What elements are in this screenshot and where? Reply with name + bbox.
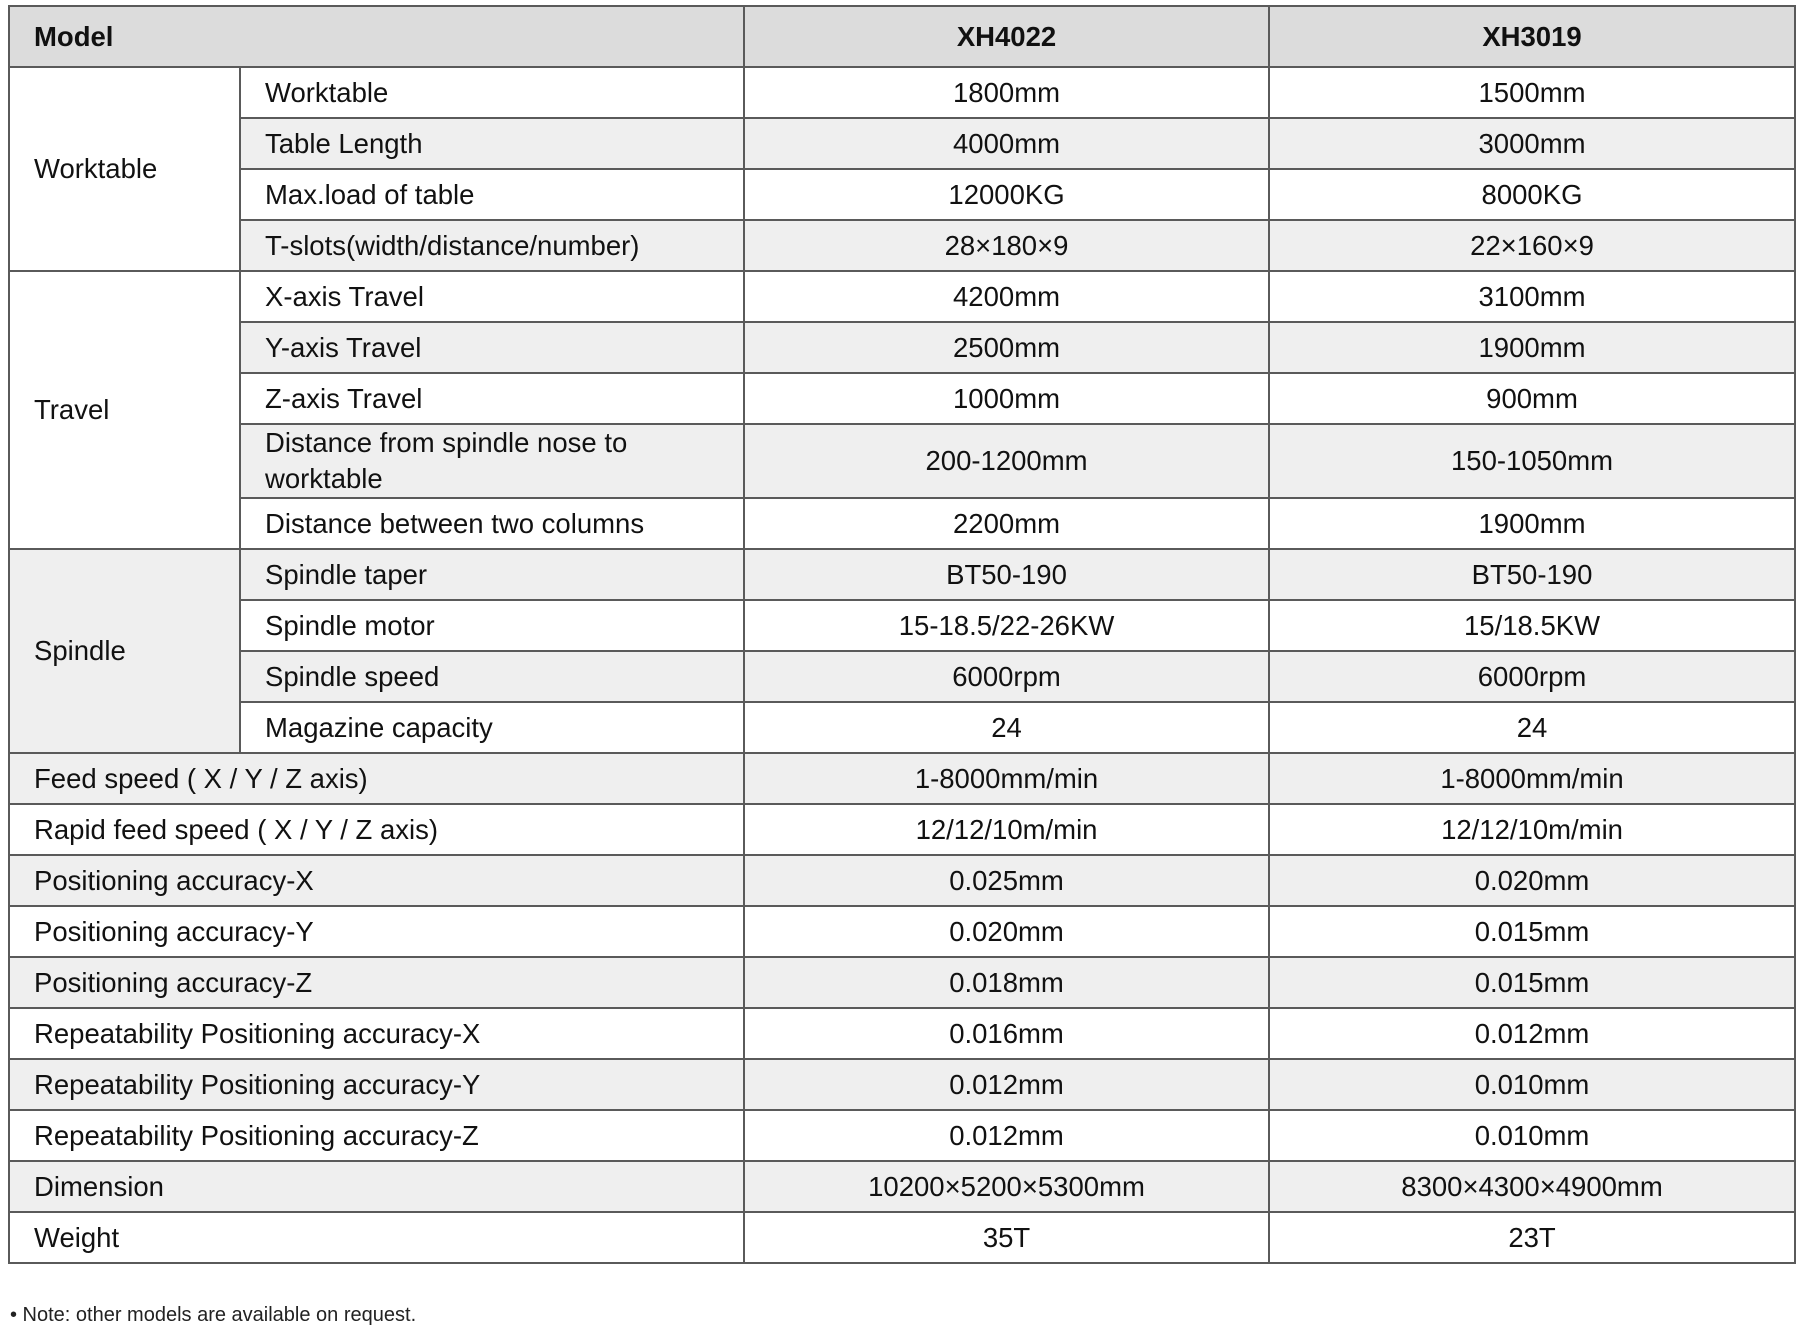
value-cell: 0.010mm (1269, 1110, 1795, 1161)
value-cell: 24 (1269, 702, 1795, 753)
param-label: Repeatability Positioning accuracy-Y (9, 1059, 744, 1110)
table-row (9, 1110, 1795, 1161)
value-cell: 35T (744, 1212, 1269, 1263)
param-label: Distance between two columns (240, 498, 744, 549)
value-cell: 0.016mm (744, 1008, 1269, 1059)
table-row (9, 424, 1795, 498)
table-row (9, 1161, 1795, 1212)
table-row (9, 169, 1795, 220)
param-label: Spindle motor (240, 600, 744, 651)
value-cell: 0.015mm (1269, 906, 1795, 957)
value-cell: 200-1200mm (744, 424, 1269, 498)
table-row (9, 855, 1795, 906)
value-cell: 15-18.5/22-26KW (744, 600, 1269, 651)
value-cell: 0.020mm (1269, 855, 1795, 906)
value-cell: BT50-190 (1269, 549, 1795, 600)
value-cell: 1000mm (744, 373, 1269, 424)
table-row (9, 957, 1795, 1008)
value-cell: 1-8000mm/min (1269, 753, 1795, 804)
value-cell: 1800mm (744, 67, 1269, 118)
value-cell: 23T (1269, 1212, 1795, 1263)
table-row (9, 651, 1795, 702)
param-label: Repeatability Positioning accuracy-X (9, 1008, 744, 1059)
value-cell: 1900mm (1269, 498, 1795, 549)
header-row (9, 6, 1795, 67)
value-cell: 2200mm (744, 498, 1269, 549)
param-label: Dimension (9, 1161, 744, 1212)
param-label: Y-axis Travel (240, 322, 744, 373)
value-cell: 0.012mm (744, 1110, 1269, 1161)
param-label: Worktable (240, 67, 744, 118)
model-column-header: XH4022 (744, 6, 1269, 67)
table-row (9, 549, 1795, 600)
value-cell: 6000rpm (744, 651, 1269, 702)
value-cell: 12/12/10m/min (744, 804, 1269, 855)
value-cell: 1900mm (1269, 322, 1795, 373)
value-cell: 22×160×9 (1269, 220, 1795, 271)
param-label: Positioning accuracy-X (9, 855, 744, 906)
table-row (9, 118, 1795, 169)
table-row (9, 271, 1795, 322)
value-cell: 4000mm (744, 118, 1269, 169)
value-cell: 0.018mm (744, 957, 1269, 1008)
value-cell: 28×180×9 (744, 220, 1269, 271)
value-cell: 10200×5200×5300mm (744, 1161, 1269, 1212)
value-cell: 0.025mm (744, 855, 1269, 906)
value-cell: 8300×4300×4900mm (1269, 1161, 1795, 1212)
value-cell: 8000KG (1269, 169, 1795, 220)
table-row (9, 1212, 1795, 1263)
table-row (9, 322, 1795, 373)
value-cell: 2500mm (744, 322, 1269, 373)
table-row (9, 753, 1795, 804)
value-cell: 150-1050mm (1269, 424, 1795, 498)
table-row (9, 702, 1795, 753)
value-cell: 12000KG (744, 169, 1269, 220)
table-row (9, 220, 1795, 271)
value-cell: BT50-190 (744, 549, 1269, 600)
footnote: • Note: other models are available on request. (10, 1304, 417, 1326)
param-label: Spindle taper (240, 549, 744, 600)
table-row (9, 804, 1795, 855)
group-label-travel: Travel (9, 271, 240, 549)
param-label: Table Length (240, 118, 744, 169)
param-label: X-axis Travel (240, 271, 744, 322)
param-label: Rapid feed speed ( X / Y / Z axis) (9, 804, 744, 855)
model-header: Model (9, 6, 744, 67)
value-cell: 24 (744, 702, 1269, 753)
table-row (9, 1059, 1795, 1110)
value-cell: 0.010mm (1269, 1059, 1795, 1110)
table-row (9, 906, 1795, 957)
param-label: Max.load of table (240, 169, 744, 220)
value-cell: 0.020mm (744, 906, 1269, 957)
param-label: Feed speed ( X / Y / Z axis) (9, 753, 744, 804)
table-row (9, 600, 1795, 651)
table-row (9, 1008, 1795, 1059)
param-label: Weight (9, 1212, 744, 1263)
table-row (9, 67, 1795, 118)
param-label: Z-axis Travel (240, 373, 744, 424)
param-label: T-slots(width/distance/number) (240, 220, 744, 271)
value-cell: 900mm (1269, 373, 1795, 424)
table-row (9, 373, 1795, 424)
value-cell: 1500mm (1269, 67, 1795, 118)
value-cell: 0.015mm (1269, 957, 1795, 1008)
spec-table (8, 5, 1796, 1264)
param-label: Repeatability Positioning accuracy-Z (9, 1110, 744, 1161)
group-label-spindle: Spindle (9, 549, 240, 753)
value-cell: 6000rpm (1269, 651, 1795, 702)
value-cell: 15/18.5KW (1269, 600, 1795, 651)
param-label: Magazine capacity (240, 702, 744, 753)
param-label: Spindle speed (240, 651, 744, 702)
value-cell: 1-8000mm/min (744, 753, 1269, 804)
param-label: Positioning accuracy-Y (9, 906, 744, 957)
model-column-header: XH3019 (1269, 6, 1795, 67)
table-row (9, 498, 1795, 549)
value-cell: 3100mm (1269, 271, 1795, 322)
value-cell: 3000mm (1269, 118, 1795, 169)
value-cell: 12/12/10m/min (1269, 804, 1795, 855)
value-cell: 0.012mm (744, 1059, 1269, 1110)
group-label-worktable: Worktable (9, 67, 240, 271)
param-label: Positioning accuracy-Z (9, 957, 744, 1008)
value-cell: 0.012mm (1269, 1008, 1795, 1059)
param-label: Distance from spindle nose to worktable (240, 424, 744, 498)
value-cell: 4200mm (744, 271, 1269, 322)
